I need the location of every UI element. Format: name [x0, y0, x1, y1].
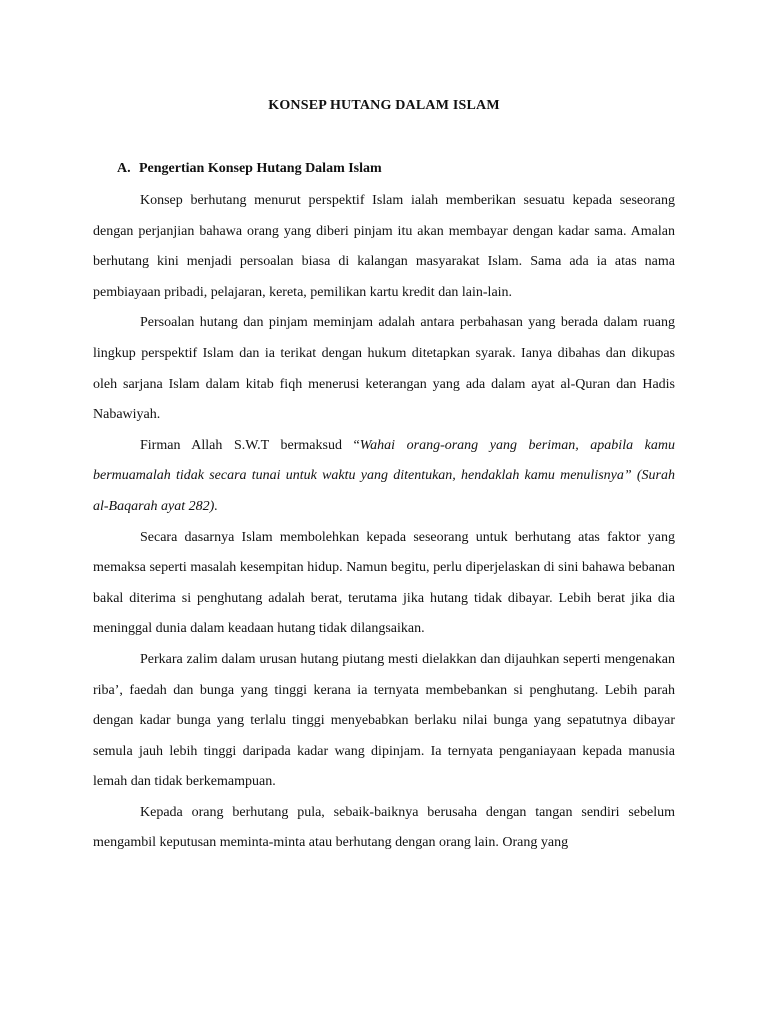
- paragraph-2: Persoalan hutang dan pinjam meminjam adalah antara perbahasan yang berada dalam ruang lingkup perspektif Islam dan ia terikat dengan hukum ditetapkan syarak. Ianya dibahas dan dikupas oleh sarjana Islam dalam kitab fiqh menerusi keterangan yang ada dalam ayat al-Quran dan Hadis Nabawiyah.: [93, 315, 675, 423]
- section-letter: A.: [117, 161, 131, 176]
- paragraph-3-lead: Firman Allah S.W.T bermaksud “: [140, 437, 360, 453]
- section-heading-text: Pengertian Konsep Hutang Dalam Islam: [139, 161, 382, 176]
- section-heading: [117, 161, 382, 177]
- paragraph-6: Kepada orang berhutang pula, sebaik-baiknya berusaha dengan tangan sendiri sebelum mengambil keputusan meminta-minta atau berhutang dengan orang lain. Orang yang: [93, 804, 675, 851]
- document-title: KONSEP HUTANG DALAM ISLAM: [268, 98, 500, 113]
- paragraph-3: [93, 431, 675, 523]
- body-text: [93, 186, 675, 859]
- paragraph-5: Perkara zalim dalam urusan hutang piutang mesti dielakkan dan dijauhkan seperti mengenakan riba’, faedah dan bunga yang tinggi kerana ia ternyata membebankan si penghutang. Lebih parah dengan kadar bunga yang terlalu tinggi menyebabkan berlaku nilai bunga yang sepatutnya dibayar semula jauh lebih tinggi daripada kadar wang dipinjam. Ia ternyata penganiayaan kepada manusia lemah dan tidak berkemampuan.: [93, 651, 675, 790]
- paragraph-1: Konsep berhutang menurut perspektif Islam ialah memberikan sesuatu kepada seseorang dengan perjanjian bahawa orang yang diberi pinjam itu akan membayar dengan kadar sama. Amalan berhutang kini menjadi persoalan biasa di kalangan masyarakat Islam. Sama ada ia atas nama pembiayaan pribadi, pelajaran, kereta, pemilikan kartu kredit dan lain-lain.: [93, 193, 675, 300]
- paragraph-3-quote: Wahai orang-orang yang beriman, apabila kamu bermuamalah tidak secara tunai untuk waktu yang ditentukan, hendaklah kamu menulisnya” (Surah al-Baqarah ayat 282).: [93, 437, 675, 514]
- paragraph-4: Secara dasarnya Islam membolehkan kepada seseorang untuk berhutang atas faktor yang memaksa seperti masalah kesempitan hidup. Namun begitu, perlu diperjelaskan di sini bahawa bebanan bakal diterima si penghutang adalah berat, terutama jika hutang tidak dibayar. Lebih berat jika dia meninggal dunia dalam keadaan hutang tidak dilangsaikan.: [93, 529, 675, 637]
